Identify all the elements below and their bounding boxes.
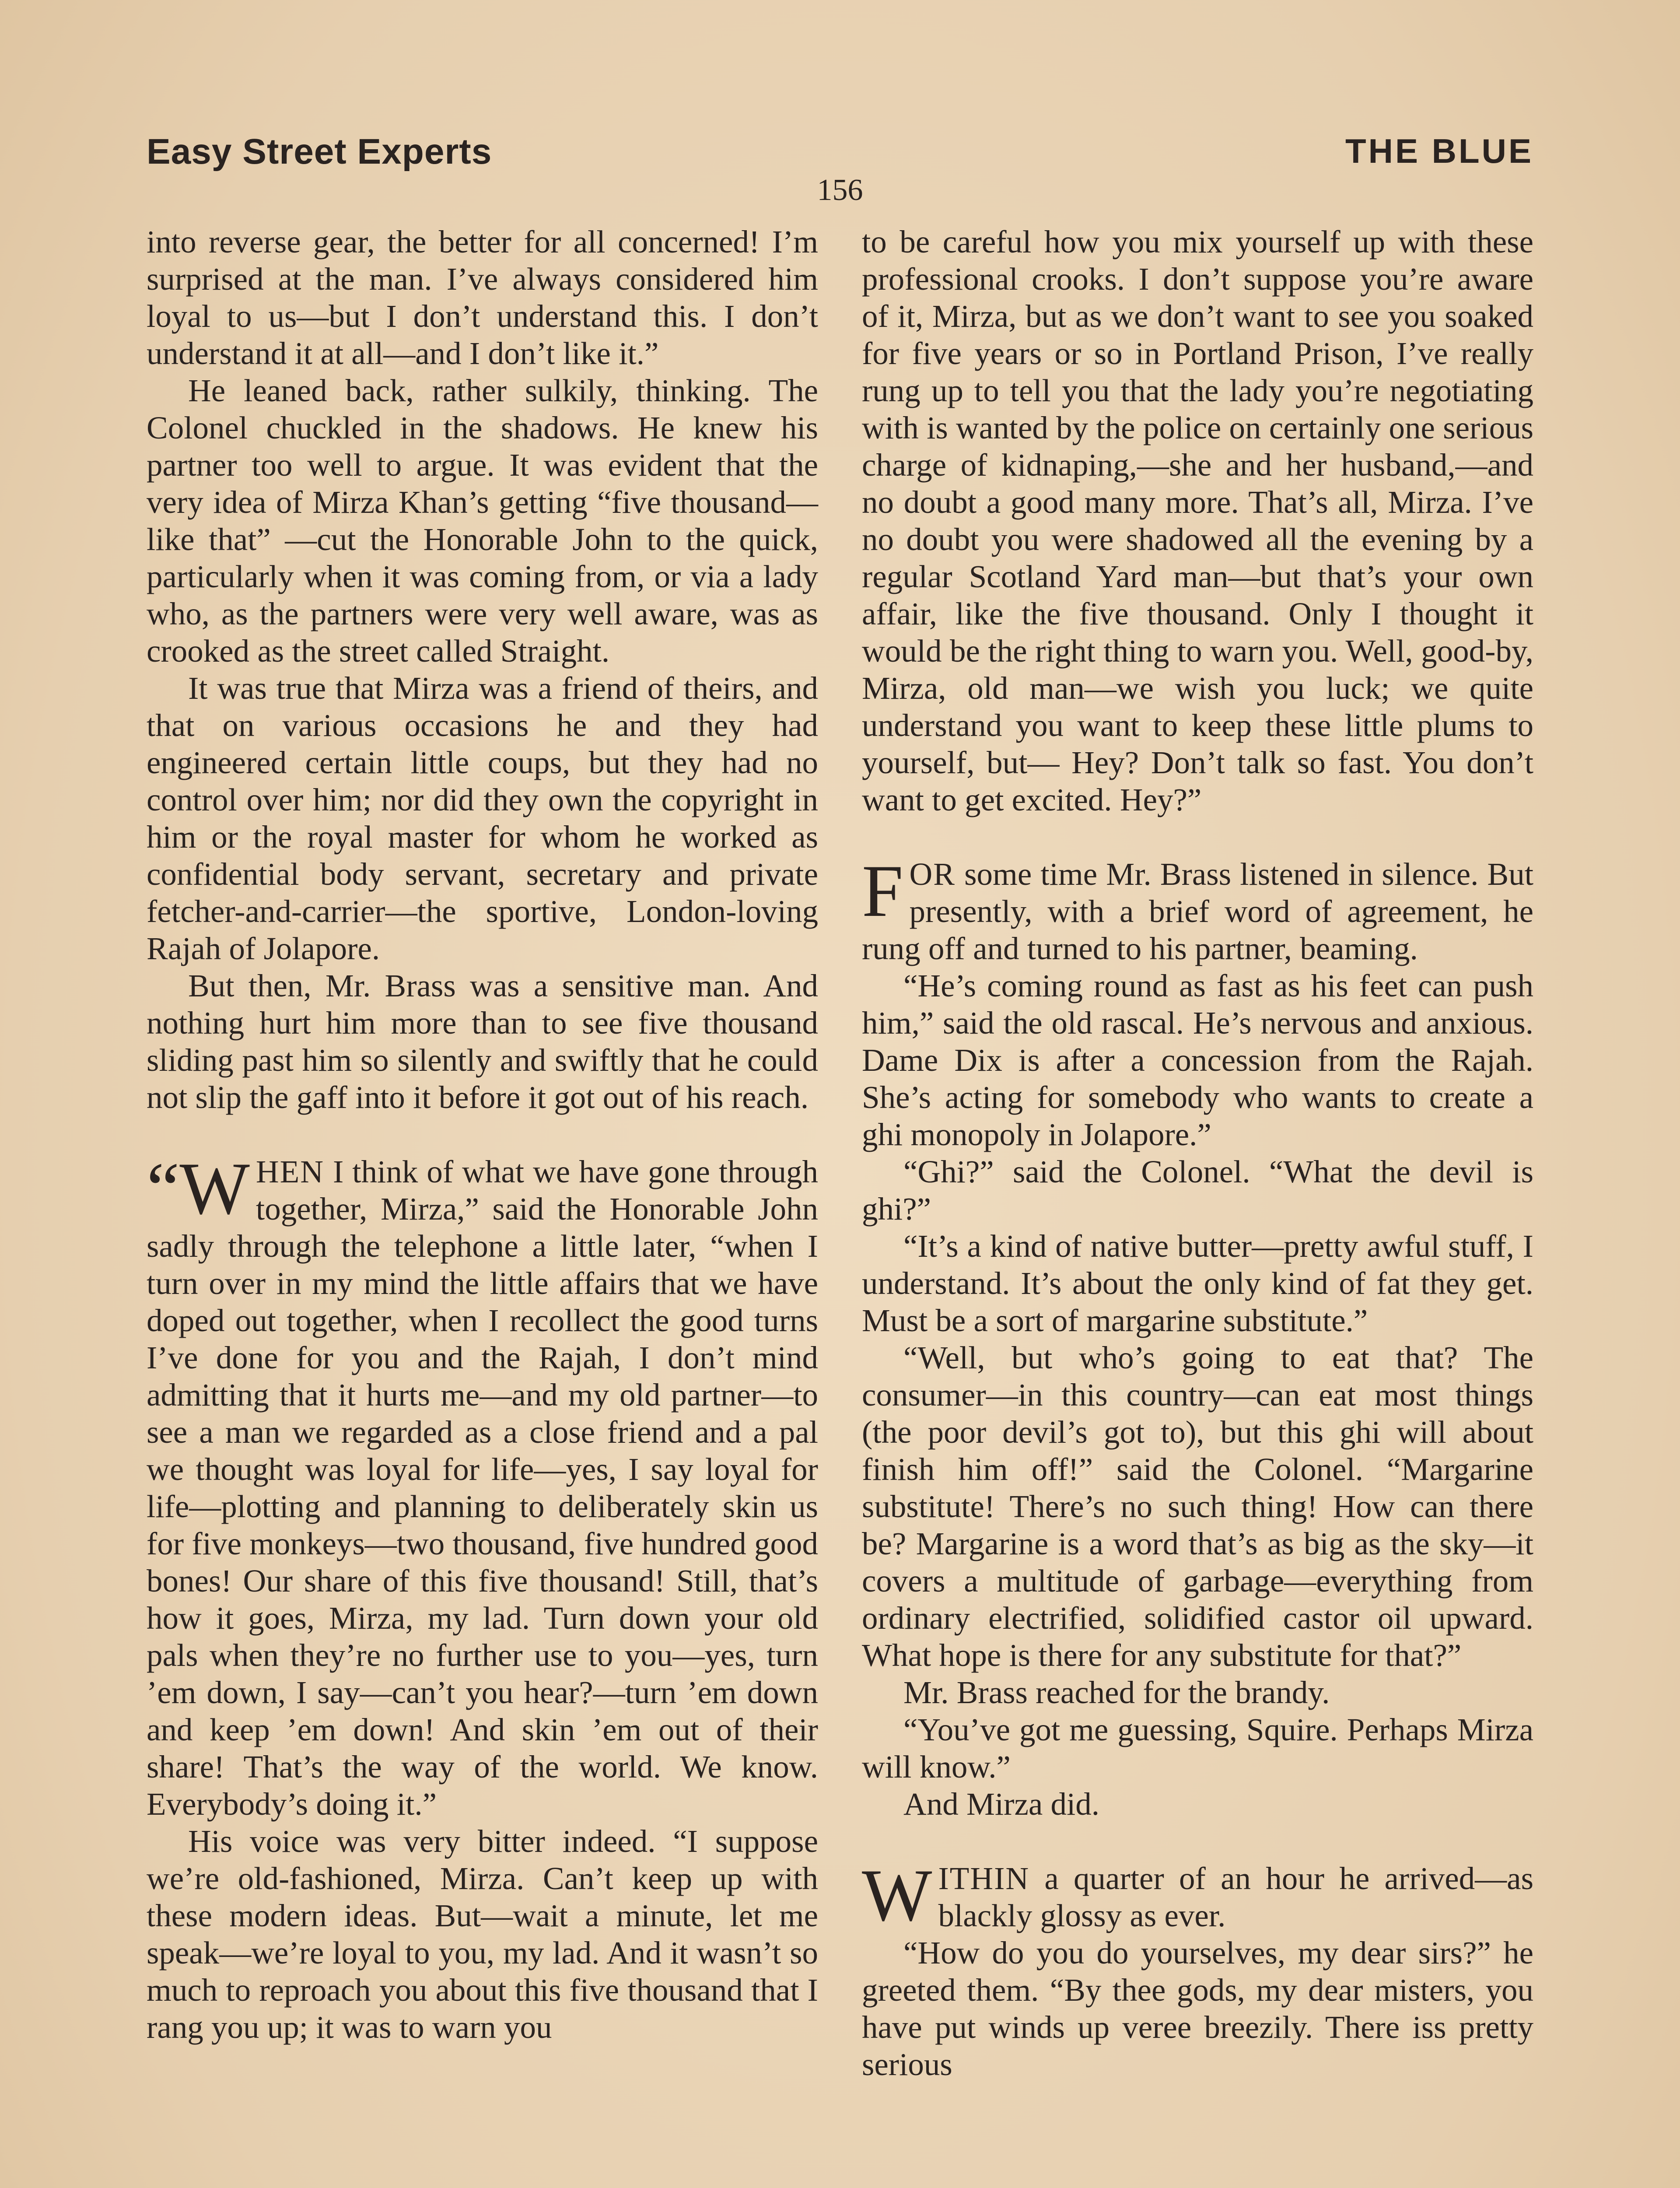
right-column <box>862 223 1533 2083</box>
drop-cap: W <box>862 1854 932 1936</box>
drop-cap: F <box>862 850 903 932</box>
paragraph-text: I think of what we have gone through together, Mirza,” said the Honorable John sadly through the telephone a little later, “when I turn over in my mind the little affairs that we have doped out together, when I recollect the good turns I’ve done for you and the Rajah, I don’t mind admitting that it hurts me—and my old partner—to see a man we regarded as a close friend and a pal we thought was loyal for life—yes, I say loyal for life—plotting and planning to deliberately skin us for five monkeys—two thousand, five hundred good bones! Our share of this five thousand! Still, that’s how it goes, Mirza, my lad. Turn down your old pals when they’re no further use to you—yes, turn ’em down, I say—can’t you hear?—turn ’em down and keep ’em down! And skin ’em out of their share! That’s the way of the world. We know. Everybody’s doing it.” <box>147 1154 818 1822</box>
section-opening-paragraph <box>862 1854 1533 1936</box>
paragraph-text: some time Mr. Brass listened in silence. But presently, with a brief word of agreement, he rung off and turned to his partner, beaming. <box>862 856 1533 966</box>
paragraph: Mr. Brass reached for the brandy. <box>903 1675 1330 1710</box>
paragraph: His voice was very bitter indeed. “I suppose we’re old-fashioned, Mirza. Can’t keep up with these modern ideas. But—wait a minute, let me speak—we’re loyal to you, my lad. And it wasn’t so much to reproach you about this five thousand that I rang you up; it was to warn you <box>147 1823 818 2045</box>
running-title: Easy Street Experts <box>147 132 492 172</box>
paragraph: into reverse gear, the better for all concerned! I’m surprised at the man. I’ve always considered him loyal to us—but I don’t understand this. I don’t understand it at all—and I don’t like it.” <box>147 224 818 371</box>
paragraph: to be careful how you mix yourself up with these professional crooks. I don’t suppose you’re aware of it, Mirza, but as we don’t want to see you soaked for five years or so in Portland Prison, I’ve really rung up to tell you that the lady you’re negotiating with is wanted by the police on certainly one serious charge of kidnaping,—she and her husband,—and no doubt a good many more. That’s all, Mirza. I’ve no doubt you were shadowed all the evening by a regular Scotland Yard man—but that’s your own affair, like the five thousand. Only I thought it would be the right thing to warn you. Well, good-by, Mirza, old man—we wish you luck; we quite understand you want to keep these little plums to yourself, but— Hey? Don’t talk so fast. You don’t want to get excited. Hey?” <box>862 224 1533 817</box>
paragraph-text: a quarter of an hour he arrived—as blackly glossy as ever. <box>938 1861 1533 1933</box>
section-opening-paragraph <box>862 850 1533 967</box>
paragraph: “Well, but who’s going to eat that? The consumer—in this country—can eat most things (the poor devil’s got to), but this ghi will about finish him off!” said the Colonel. “Margarine substitute! There’s no such thing! How can there be? Margarine is a word that’s as big as the sky—it covers a multitude of garbage—everything from ordinary electrified, solidified castor oil upward. What hope is there for any substitute for that?” <box>862 1340 1533 1673</box>
paragraph: “How do you do yourselves, my dear sirs?” he greeted them. “By thee gods, my dear misters, you have put winds up veree breezily. There iss pretty serious <box>862 1935 1533 2082</box>
paragraph: “He’s coming round as fast as his feet can push him,” said the old rascal. He’s nervous and anxious. Dame Dix is after a concession from the Rajah. She’s acting for somebody who wants to create a ghi monopoly in Jolapore.” <box>862 968 1533 1152</box>
drop-cap: “W <box>147 1147 250 1230</box>
paragraph: “It’s a kind of native butter—pretty awful stuff, I understand. It’s about the only kind of fat they get. Must be a sort of margarine substitute.” <box>862 1228 1533 1338</box>
section-opening-paragraph <box>147 1147 818 1823</box>
page-number: 156 <box>817 173 863 207</box>
paragraph: But then, Mr. Brass was a sensitive man. And nothing hurt him more than to see five thousand sliding past him so silently and swiftly that he could not slip the gaff into it before it got out of his reach. <box>147 968 818 1115</box>
lead-caps: ITHIN <box>938 1861 1030 1896</box>
paragraph: It was true that Mirza was a friend of theirs, and that on various occasions he and they had engineered certain little coups, but they had no control over him; nor did they own the copyright in him or the royal master for whom he worked as confidential body servant, secretary and private fetcher-and-carrier—the sportive, London-loving Rajah of Jolapore. <box>147 670 818 966</box>
paragraph: “Ghi?” said the Colonel. “What the devil is ghi?” <box>862 1154 1533 1227</box>
magazine-name: THE BLUE <box>1345 132 1533 170</box>
paragraph: And Mirza did. <box>903 1786 1100 1822</box>
paragraph: He leaned back, rather sulkily, thinking. The Colonel chuckled in the shadows. He knew his partner too well to argue. It was evident that the very idea of Mirza Khan’s getting “five thousand—like that” —cut the Honorable John to the quick, particularly when it was coming from, or via a lady who, as the partners were very well aware, was as crooked as the street called Straight. <box>147 373 818 669</box>
lead-caps: HEN <box>256 1154 324 1189</box>
left-column <box>147 223 818 2046</box>
lead-caps: OR <box>909 856 956 892</box>
paragraph: “You’ve got me guessing, Squire. Perhaps Mirza will know.” <box>862 1712 1533 1785</box>
